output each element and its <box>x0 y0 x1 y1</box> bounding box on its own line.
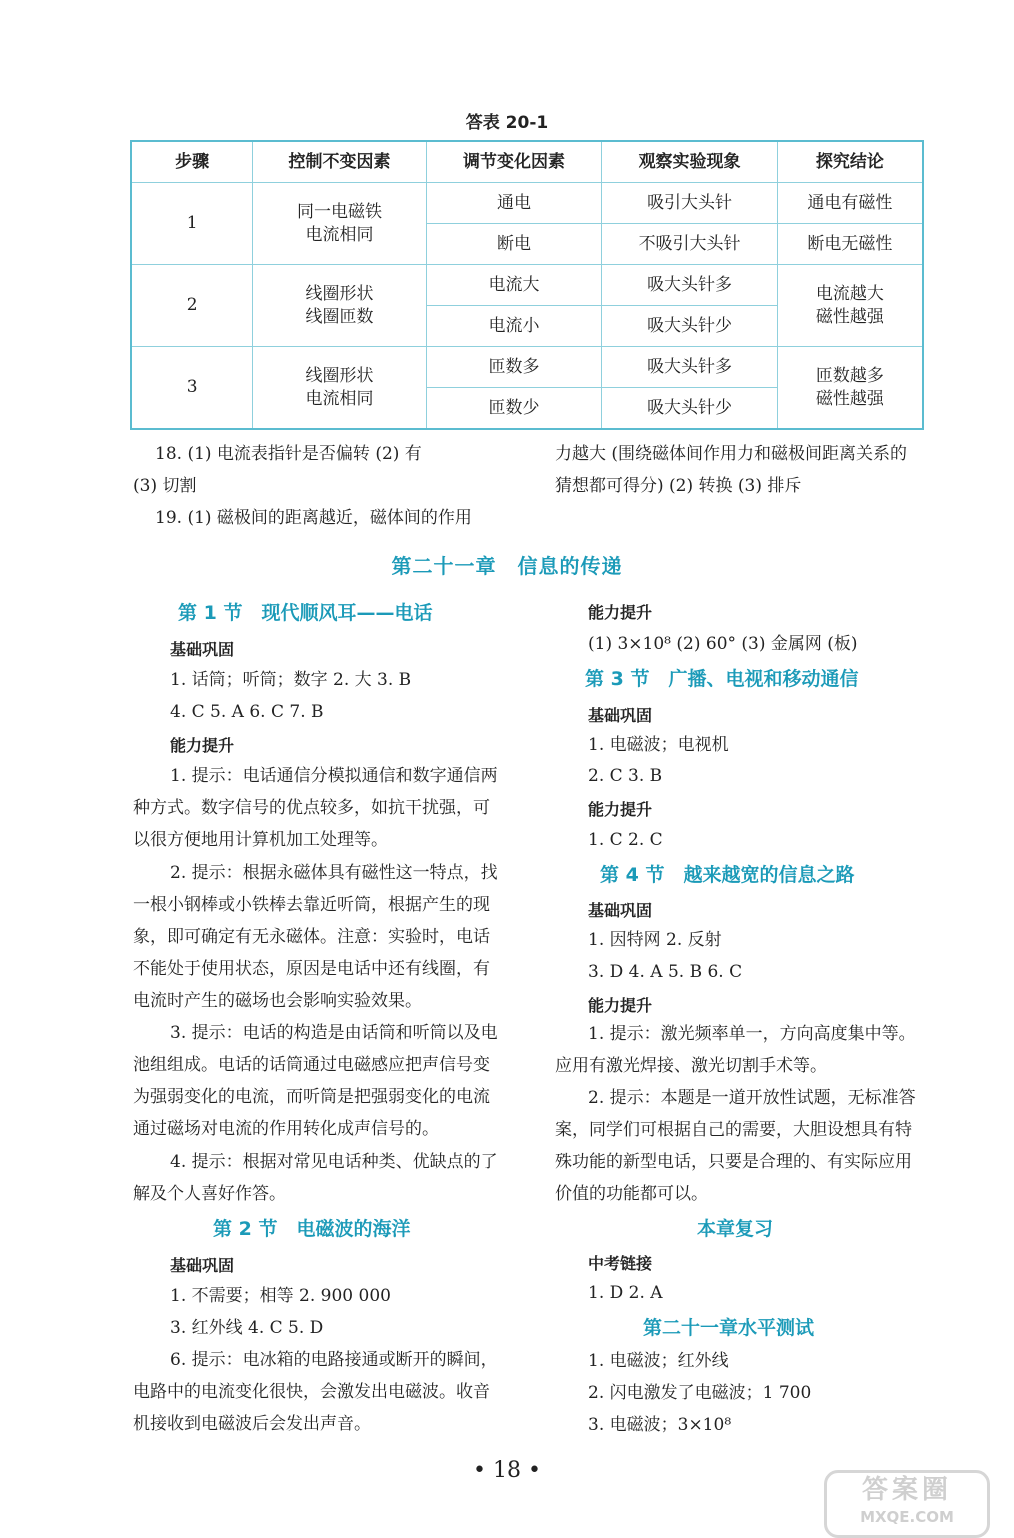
change-cell: 断电 <box>426 224 602 265</box>
answer-line: 2. 闪电激发了电磁波；1 700 <box>588 1383 812 1403</box>
change-cell: 通电 <box>426 183 602 224</box>
section-title: 第 1 节 现代顺风耳——电话 <box>178 602 433 624</box>
subsection-title: 基础巩固 <box>588 706 653 725</box>
answer-line: 3. 提示：电话的构造是由话筒和听筒以及电 <box>170 1023 498 1043</box>
observe-cell: 吸大头针少 <box>602 306 778 347</box>
change-cell: 匝数多 <box>426 347 602 388</box>
answer-line: 1. 电磁波；电视机 <box>588 735 729 755</box>
change-cell: 电流小 <box>426 306 602 347</box>
controls-line: 线圈形状 <box>305 283 374 304</box>
watermark-bottom: MXQE.COM <box>860 1508 954 1526</box>
answer-line: 象，即可确定有无永磁体。注意：实验时，电话 <box>133 927 490 947</box>
answer-line: 4. 提示：根据对常见电话种类、优缺点的了 <box>170 1152 498 1172</box>
answer-line: 案，同学们可根据自己的需要，大胆设想具有特 <box>555 1120 912 1140</box>
answer-line: 1. 提示：激光频率单一，方向高度集中等。 <box>588 1024 916 1044</box>
observe-cell: 不吸引大头针 <box>602 224 778 265</box>
table-row <box>131 265 923 306</box>
subsection-title: 能力提升 <box>170 736 235 755</box>
answer-table <box>130 140 924 430</box>
answer-line: 电流时产生的磁场也会影响实验效果。 <box>133 991 422 1011</box>
change-cell: 电流大 <box>426 265 602 306</box>
step-cell: 3 <box>131 347 253 430</box>
answer-line: (1) 3×10⁸ (2) 60° (3) 金属网 (板) <box>588 634 858 654</box>
controls-line: 电流相同 <box>305 388 374 409</box>
section-title: 第二十一章水平测试 <box>643 1317 815 1339</box>
answer-line: 应用有激光焊接、激光切割手术等。 <box>555 1056 827 1076</box>
answer-line: 机接收到电磁波后会发出声音。 <box>133 1414 371 1434</box>
conclusion-cell <box>777 265 923 347</box>
answer-line: 不能处于使用状态，原因是电话中还有线圈，有 <box>133 959 490 979</box>
observe-cell: 吸引大头针 <box>602 183 778 224</box>
answer-line: 一根小钢棒或小铁棒去靠近听筒，根据产生的现 <box>133 895 490 915</box>
answer-line: 通过磁场对电流的作用转化成声信号的。 <box>133 1119 439 1139</box>
answer-line: 3. 电磁波；3×10⁸ <box>588 1415 732 1435</box>
section-title: 第 4 节 越来越宽的信息之路 <box>600 864 855 886</box>
answer-line: 2. C 3. B <box>588 766 663 786</box>
step-cell: 2 <box>131 265 253 347</box>
answer-line: 1. 因特网 2. 反射 <box>588 930 722 950</box>
answer-line: 殊功能的新型电话，只要是合理的、有实际应用 <box>555 1152 912 1172</box>
observe-cell: 吸大头针少 <box>602 388 778 430</box>
answer-line: 解及个人喜好作答。 <box>133 1184 286 1204</box>
answer-line: 猜想都可得分) (2) 转换 (3) 排斥 <box>555 476 802 496</box>
chapter-title: 第二十一章 信息的传递 <box>391 554 623 578</box>
answer-line: 1. 话筒；听筒；数字 2. 大 3. B <box>170 670 412 690</box>
watermark-top: 答案圈 <box>861 1475 952 1505</box>
answer-line: 种方式。数字信号的优点较多，如抗干扰强，可 <box>133 798 490 818</box>
section-title: 第 3 节 广播、电视和移动通信 <box>585 668 859 690</box>
answer-line: 18. (1) 电流表指针是否偏转 (2) 有 <box>155 444 422 464</box>
controls-cell <box>253 183 427 265</box>
header-observe: 观察实验现象 <box>602 141 778 183</box>
subsection-title: 中考链接 <box>588 1254 653 1273</box>
answer-line: 力越大 (围绕磁体间作用力和磁极间距离关系的 <box>555 444 908 464</box>
answer-line: 3. D 4. A 5. B 6. C <box>588 962 743 982</box>
subsection-title: 能力提升 <box>588 603 653 622</box>
answer-line: 1. 不需要；相等 2. 900 000 <box>170 1286 391 1306</box>
section-title: 本章复习 <box>697 1218 774 1240</box>
answer-line: 3. 红外线 4. C 5. D <box>170 1318 324 1338</box>
subsection-title: 基础巩固 <box>588 901 653 920</box>
step-cell: 1 <box>131 183 253 265</box>
answer-line: 价值的功能都可以。 <box>555 1184 708 1204</box>
result-cell: 通电有磁性 <box>777 183 923 224</box>
subsection-title: 基础巩固 <box>170 640 235 659</box>
table-row <box>131 183 923 224</box>
answer-line: 4. C 5. A 6. C 7. B <box>170 702 324 722</box>
section-title: 第 2 节 电磁波的海洋 <box>213 1218 411 1240</box>
answer-line: 1. 提示：电话通信分模拟通信和数字通信两 <box>170 766 498 786</box>
header-step: 步骤 <box>131 141 253 183</box>
observe-cell: 吸大头针多 <box>602 347 778 388</box>
answer-line: 2. 提示：本题是一道开放性试题，无标准答 <box>588 1088 916 1108</box>
controls-line: 线圈匝数 <box>305 306 374 327</box>
page-number: • 18 • <box>473 1458 541 1483</box>
subsection-title: 能力提升 <box>588 800 653 819</box>
conclusion-line: 匝数越多 <box>815 365 884 386</box>
answer-line: 以很方便地用计算机加工处理等。 <box>133 830 388 850</box>
conclusion-cell <box>777 347 923 430</box>
header-change: 调节变化因素 <box>426 141 602 183</box>
watermark-logo <box>824 1470 990 1538</box>
controls-cell <box>253 347 427 430</box>
subsection-title: 能力提升 <box>588 996 653 1015</box>
answer-line: 1. D 2. A <box>588 1283 663 1303</box>
answer-line: 19. (1) 磁极间的距离越近，磁体间的作用 <box>155 508 472 528</box>
header-controls: 控制不变因素 <box>253 141 427 183</box>
table-title: 答表 20-1 <box>465 113 549 133</box>
controls-line: 线圈形状 <box>305 365 374 386</box>
answer-line: 1. C 2. C <box>588 830 663 850</box>
controls-cell <box>253 265 427 347</box>
result-cell: 断电无磁性 <box>777 224 923 265</box>
observe-cell: 吸大头针多 <box>602 265 778 306</box>
answer-line: 池组组成。电话的话筒通过电磁感应把声信号变 <box>133 1055 490 1075</box>
change-cell: 匝数少 <box>426 388 602 430</box>
answer-line: 1. 电磁波；红外线 <box>588 1351 729 1371</box>
controls-line: 同一电磁铁 <box>296 201 382 222</box>
answer-line: 为强弱变化的电流，而听筒是把强弱变化的电流 <box>133 1087 490 1107</box>
controls-line: 电流相同 <box>305 224 374 245</box>
answer-line: 2. 提示：根据永磁体具有磁性这一特点，找 <box>170 863 498 883</box>
conclusion-line: 电流越大 <box>815 283 884 304</box>
conclusion-line: 磁性越强 <box>815 306 884 327</box>
subsection-title: 基础巩固 <box>170 1256 235 1275</box>
header-result: 探究结论 <box>777 141 923 183</box>
answer-line: (3) 切割 <box>133 476 197 496</box>
table-header-row <box>131 141 923 183</box>
answer-line: 电路中的电流变化很快，会激发出电磁波。收音 <box>133 1382 490 1402</box>
table-row <box>131 347 923 388</box>
answer-line: 6. 提示：电冰箱的电路接通或断开的瞬间， <box>170 1350 498 1370</box>
conclusion-line: 磁性越强 <box>815 388 884 409</box>
